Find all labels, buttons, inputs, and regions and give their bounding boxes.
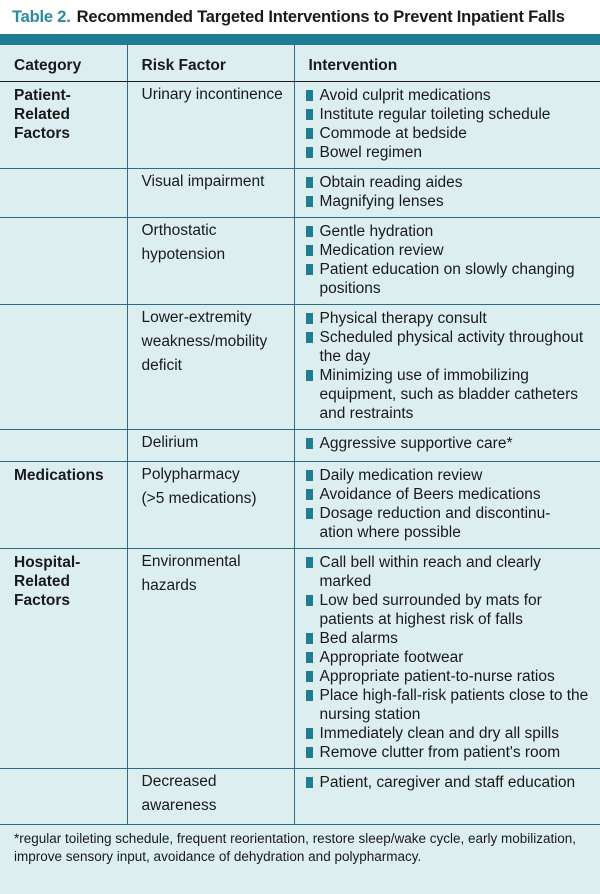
list-item xyxy=(305,366,597,423)
intervention-text: Patient, caregiver and staff education xyxy=(319,774,576,791)
table-caption: Recommended Targeted Interventions to Prevent Inpatient Falls xyxy=(76,7,565,26)
intervention-cell xyxy=(294,218,600,305)
intervention-text: Bowel regimen xyxy=(319,144,423,161)
intervention-list xyxy=(305,309,597,423)
square-bullet-icon xyxy=(306,728,313,739)
risk-factor-cell: Orthostatic hypotension xyxy=(127,218,294,305)
square-bullet-icon xyxy=(306,147,313,158)
intervention-list xyxy=(305,173,597,211)
header-category: Category xyxy=(0,45,127,82)
list-item xyxy=(305,222,597,241)
intervention-text: Obtain reading aides xyxy=(319,174,463,191)
table-row xyxy=(0,82,600,169)
list-item xyxy=(305,591,597,629)
intervention-list xyxy=(305,86,597,162)
category-cell: Hospital- Related Factors xyxy=(0,549,127,769)
square-bullet-icon xyxy=(306,470,313,481)
category-cell xyxy=(0,305,127,430)
square-bullet-icon xyxy=(306,633,313,644)
table-body xyxy=(0,82,600,825)
intervention-list xyxy=(305,553,597,762)
risk-factor-cell: Delirium xyxy=(127,430,294,462)
square-bullet-icon xyxy=(306,109,313,120)
header-intervention: Intervention xyxy=(294,45,600,82)
table-title xyxy=(0,0,600,34)
list-item xyxy=(305,105,597,124)
intervention-text: Place high-fall-risk patients close to the nursing station xyxy=(319,687,589,723)
list-item xyxy=(305,328,597,366)
list-item xyxy=(305,466,597,485)
intervention-cell xyxy=(294,769,600,825)
square-bullet-icon xyxy=(306,370,313,381)
square-bullet-icon xyxy=(306,90,313,101)
list-item xyxy=(305,86,597,105)
intervention-text: Aggressive supportive care* xyxy=(319,435,513,452)
table-row xyxy=(0,169,600,218)
list-item xyxy=(305,504,597,542)
list-item xyxy=(305,553,597,591)
table-row xyxy=(0,218,600,305)
category-cell xyxy=(0,169,127,218)
list-item xyxy=(305,143,597,162)
intervention-cell xyxy=(294,82,600,169)
square-bullet-icon xyxy=(306,557,313,568)
table-row xyxy=(0,769,600,825)
intervention-text: Appropriate patient-to-nurse ratios xyxy=(319,668,555,685)
list-item xyxy=(305,485,597,504)
category-cell xyxy=(0,218,127,305)
intervention-list xyxy=(305,466,597,542)
category-cell: Patient- Related Factors xyxy=(0,82,127,169)
intervention-cell xyxy=(294,430,600,462)
risk-factor-cell: Visual impairment xyxy=(127,169,294,218)
list-item xyxy=(305,724,597,743)
intervention-text: Avoidance of Beers medications xyxy=(319,486,541,503)
title-divider xyxy=(0,34,600,45)
square-bullet-icon xyxy=(306,777,313,788)
intervention-cell xyxy=(294,549,600,769)
header-row xyxy=(0,45,600,82)
risk-factor-cell: Polypharmacy (>5 medications) xyxy=(127,462,294,549)
square-bullet-icon xyxy=(306,226,313,237)
square-bullet-icon xyxy=(306,128,313,139)
intervention-list xyxy=(305,434,597,453)
intervention-cell xyxy=(294,462,600,549)
list-item xyxy=(305,241,597,260)
table-row xyxy=(0,549,600,769)
list-item xyxy=(305,686,597,724)
intervention-text: Gentle hydration xyxy=(319,223,434,240)
list-item xyxy=(305,124,597,143)
square-bullet-icon xyxy=(306,508,313,519)
table-row xyxy=(0,305,600,430)
intervention-text: Bed alarms xyxy=(319,630,398,647)
list-item xyxy=(305,667,597,686)
intervention-text: Minimizing use of immobilizing equipment, such as bladder catheters and restraints xyxy=(319,367,578,422)
intervention-text: Institute regular toileting schedule xyxy=(319,106,551,123)
intervention-text: Call bell within reach and clearly marked xyxy=(319,554,541,590)
square-bullet-icon xyxy=(306,264,313,275)
intervention-text: Medication review xyxy=(319,242,444,259)
risk-factor-cell: Environmental hazards xyxy=(127,549,294,769)
list-item xyxy=(305,309,597,328)
category-cell: Medications xyxy=(0,462,127,549)
list-item xyxy=(305,173,597,192)
square-bullet-icon xyxy=(306,438,313,449)
intervention-cell xyxy=(294,305,600,430)
list-item xyxy=(305,192,597,211)
list-item xyxy=(305,648,597,667)
intervention-list xyxy=(305,222,597,298)
square-bullet-icon xyxy=(306,690,313,701)
interventions-table xyxy=(0,45,600,825)
list-item xyxy=(305,773,597,792)
intervention-text: Immediately clean and dry all spills xyxy=(319,725,559,742)
square-bullet-icon xyxy=(306,196,313,207)
square-bullet-icon xyxy=(306,313,313,324)
table-row xyxy=(0,430,600,462)
square-bullet-icon xyxy=(306,489,313,500)
intervention-text: Remove clutter from patient's room xyxy=(319,744,561,761)
intervention-text: Commode at bedside xyxy=(319,125,467,142)
risk-factor-cell: Urinary incontinence xyxy=(127,82,294,169)
risk-factor-cell: Lower-extremity weakness/mobility deficit xyxy=(127,305,294,430)
square-bullet-icon xyxy=(306,177,313,188)
risk-factor-cell: Decreased awareness xyxy=(127,769,294,825)
list-item xyxy=(305,434,597,453)
square-bullet-icon xyxy=(306,595,313,606)
intervention-list xyxy=(305,773,597,792)
table-label: Table 2. xyxy=(12,7,71,26)
square-bullet-icon xyxy=(306,747,313,758)
intervention-text: Scheduled physical activity throughout the day xyxy=(319,329,584,365)
header-risk-factor: Risk Factor xyxy=(127,45,294,82)
square-bullet-icon xyxy=(306,652,313,663)
category-cell xyxy=(0,769,127,825)
square-bullet-icon xyxy=(306,671,313,682)
square-bullet-icon xyxy=(306,245,313,256)
list-item xyxy=(305,260,597,298)
square-bullet-icon xyxy=(306,332,313,343)
category-cell xyxy=(0,430,127,462)
intervention-text: Dosage reduction and discontinu- ation where possible xyxy=(319,505,551,541)
intervention-text: Avoid culprit medications xyxy=(319,87,491,104)
list-item xyxy=(305,629,597,648)
intervention-text: Daily medication review xyxy=(319,467,483,484)
intervention-text: Low bed surrounded by mats for patients at highest risk of falls xyxy=(319,592,542,628)
intervention-cell xyxy=(294,169,600,218)
table-row xyxy=(0,462,600,549)
footnote: *regular toileting schedule, frequent reorientation, restore sleep/wake cycle, early mobilization, improve sensory input, avoidance of dehydration and polypharmacy. xyxy=(14,831,577,864)
list-item xyxy=(305,743,597,762)
intervention-text: Patient education on slowly changing positions xyxy=(319,261,575,297)
intervention-text: Appropriate footwear xyxy=(319,649,464,666)
intervention-text: Magnifying lenses xyxy=(319,193,444,210)
intervention-text: Physical therapy consult xyxy=(319,310,487,327)
